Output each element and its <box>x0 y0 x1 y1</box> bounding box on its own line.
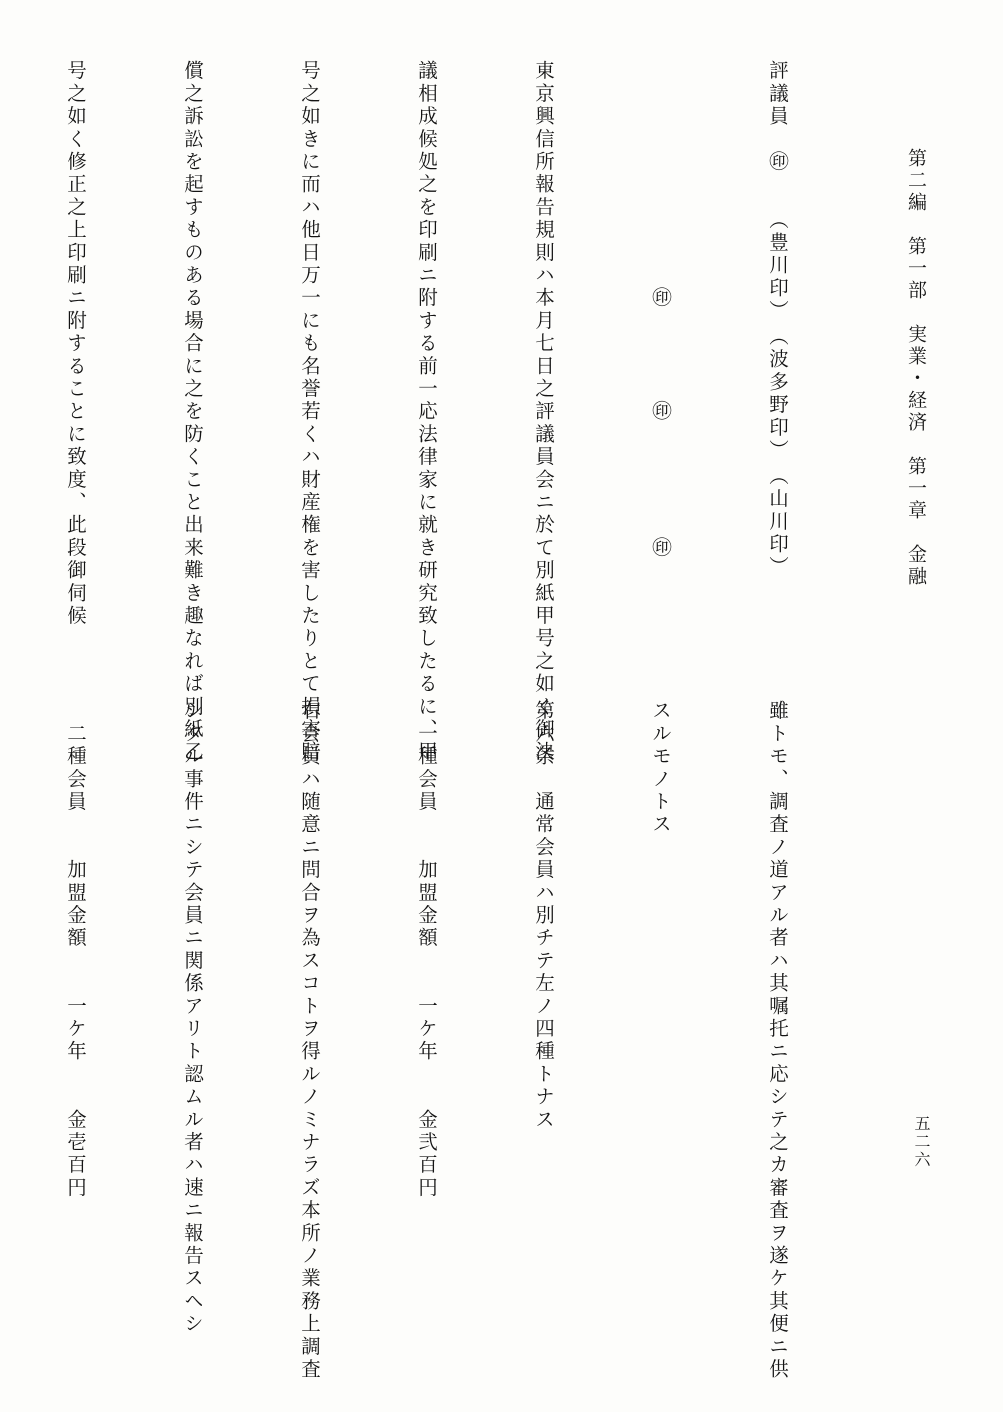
text-line: 二種会員 加盟金額 一ケ年 金壱百円 <box>64 700 87 1200</box>
text-line: 一種会員 加盟金額 一ケ年 金弐百円 <box>415 700 438 1200</box>
upper-text-block <box>64 60 875 764</box>
text-line: 雖トモ、調査ノ道アル者ハ其嘱托ニ応シテ之カ審査ヲ遂ケ其便ニ供 <box>766 700 789 1381</box>
text-line: ㊞ ㊞ ㊞ <box>649 60 672 560</box>
text-line: シタル事件ニシテ会員ニ関係アリト認ムル者ハ速ニ報告スヘシ <box>181 700 204 1336</box>
lower-text-block <box>64 700 875 1381</box>
text-line: 評議員 ㊞ （豊川印） （波多野印） （山川印） <box>766 60 789 579</box>
text-line: 議相成候処之を印刷ニ附する前一応法律家に就き研究致したるに、甲 <box>415 60 438 764</box>
text-line: 右会員ハ随意ニ問合ヲ為スコトヲ得ルノミナラズ本所ノ業務上調査 <box>298 700 321 1381</box>
text-line: 号之如きに而ハ他日万一にも名誉若くハ財産権を害したりとて損害賠 <box>298 60 321 764</box>
page-number: 五二六 <box>912 1115 931 1169</box>
text-line: 償之訴訟を起すものある場合に之を防くこと出来難き趣なれば別紙乙 <box>181 60 204 764</box>
text-line: 東京興信所報告規則ハ本月七日之評議員会ニ於て別紙甲号之如く御決 <box>532 60 555 764</box>
text-line: スルモノトス <box>649 700 672 837</box>
running-head: 第二編 第一部 実業・経済 第一章 金融 <box>905 148 927 588</box>
text-line: 号之如く修正之上印刷ニ附することに致度、此段御伺候 <box>64 60 87 628</box>
text-line: 第六条 通常会員ハ別チテ左ノ四種トナス <box>532 700 555 1132</box>
